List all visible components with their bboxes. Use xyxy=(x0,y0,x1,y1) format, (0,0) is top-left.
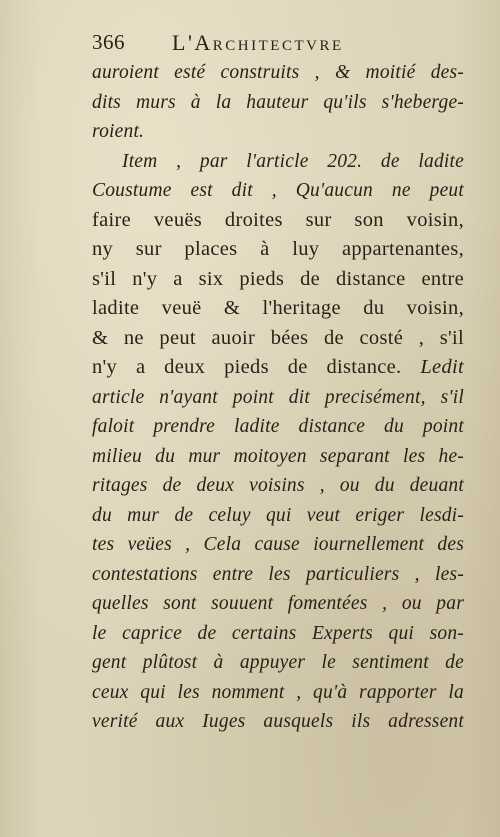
running-title: L'Architectvre xyxy=(172,30,344,55)
text-line: Item , par l'article 202. de ladite xyxy=(122,150,464,172)
text-line: & ne peut auoir bées de costé , s'il xyxy=(92,326,464,349)
text-line: quelles sont souuent fomentées , ou par xyxy=(92,593,464,614)
text-line: le caprice de certains Experts qui son- xyxy=(92,622,464,644)
body-text xyxy=(92,58,464,737)
text-line: ny sur places à luy appartenantes, xyxy=(92,238,464,260)
text-line-mixed xyxy=(92,353,464,383)
text-line: Coustume est dit , Qu'aucun ne peut xyxy=(92,180,464,201)
text-line: milieu du mur moitoyen separant les he- xyxy=(92,445,464,467)
text-line: ceux qui les nomment , qu'à rapporter la xyxy=(92,681,464,703)
text-line: auroient esté construits , & moitié des- xyxy=(92,62,464,83)
page-number: 366 xyxy=(92,30,125,54)
text-line: faire veuës droites sur son voisin, xyxy=(92,208,464,231)
text-line: roient. xyxy=(92,121,145,142)
text-segment: n'y a deux pieds de distance. xyxy=(92,356,402,378)
text-line: gent plûtost à appuyer le sentiment de xyxy=(92,652,464,673)
text-line: tes veües , Cela cause iournellement des xyxy=(92,534,464,555)
text-line: contestations entre les particuliers , les- xyxy=(92,563,464,585)
text-line: ladite veuë & l'heritage du voisin, xyxy=(92,297,464,319)
text-segment-italic: Ledit xyxy=(420,356,464,378)
page-header xyxy=(92,30,412,58)
text-line: du mur de celuy qui veut eriger lesdi- xyxy=(92,504,464,526)
text-line: ritages de deux voisins , ou du deuant xyxy=(92,475,464,496)
text-line: dits murs à la hauteur qu'ils s'heberge- xyxy=(92,91,464,113)
text-line: article n'ayant point dit precisément, s'il xyxy=(92,386,464,408)
text-line: verité aux Iuges ausquels ils adressent xyxy=(92,711,464,732)
text-line: s'il n'y a six pieds de distance entre xyxy=(92,267,464,290)
text-line: faloit prendre ladite distance du point xyxy=(92,416,464,437)
